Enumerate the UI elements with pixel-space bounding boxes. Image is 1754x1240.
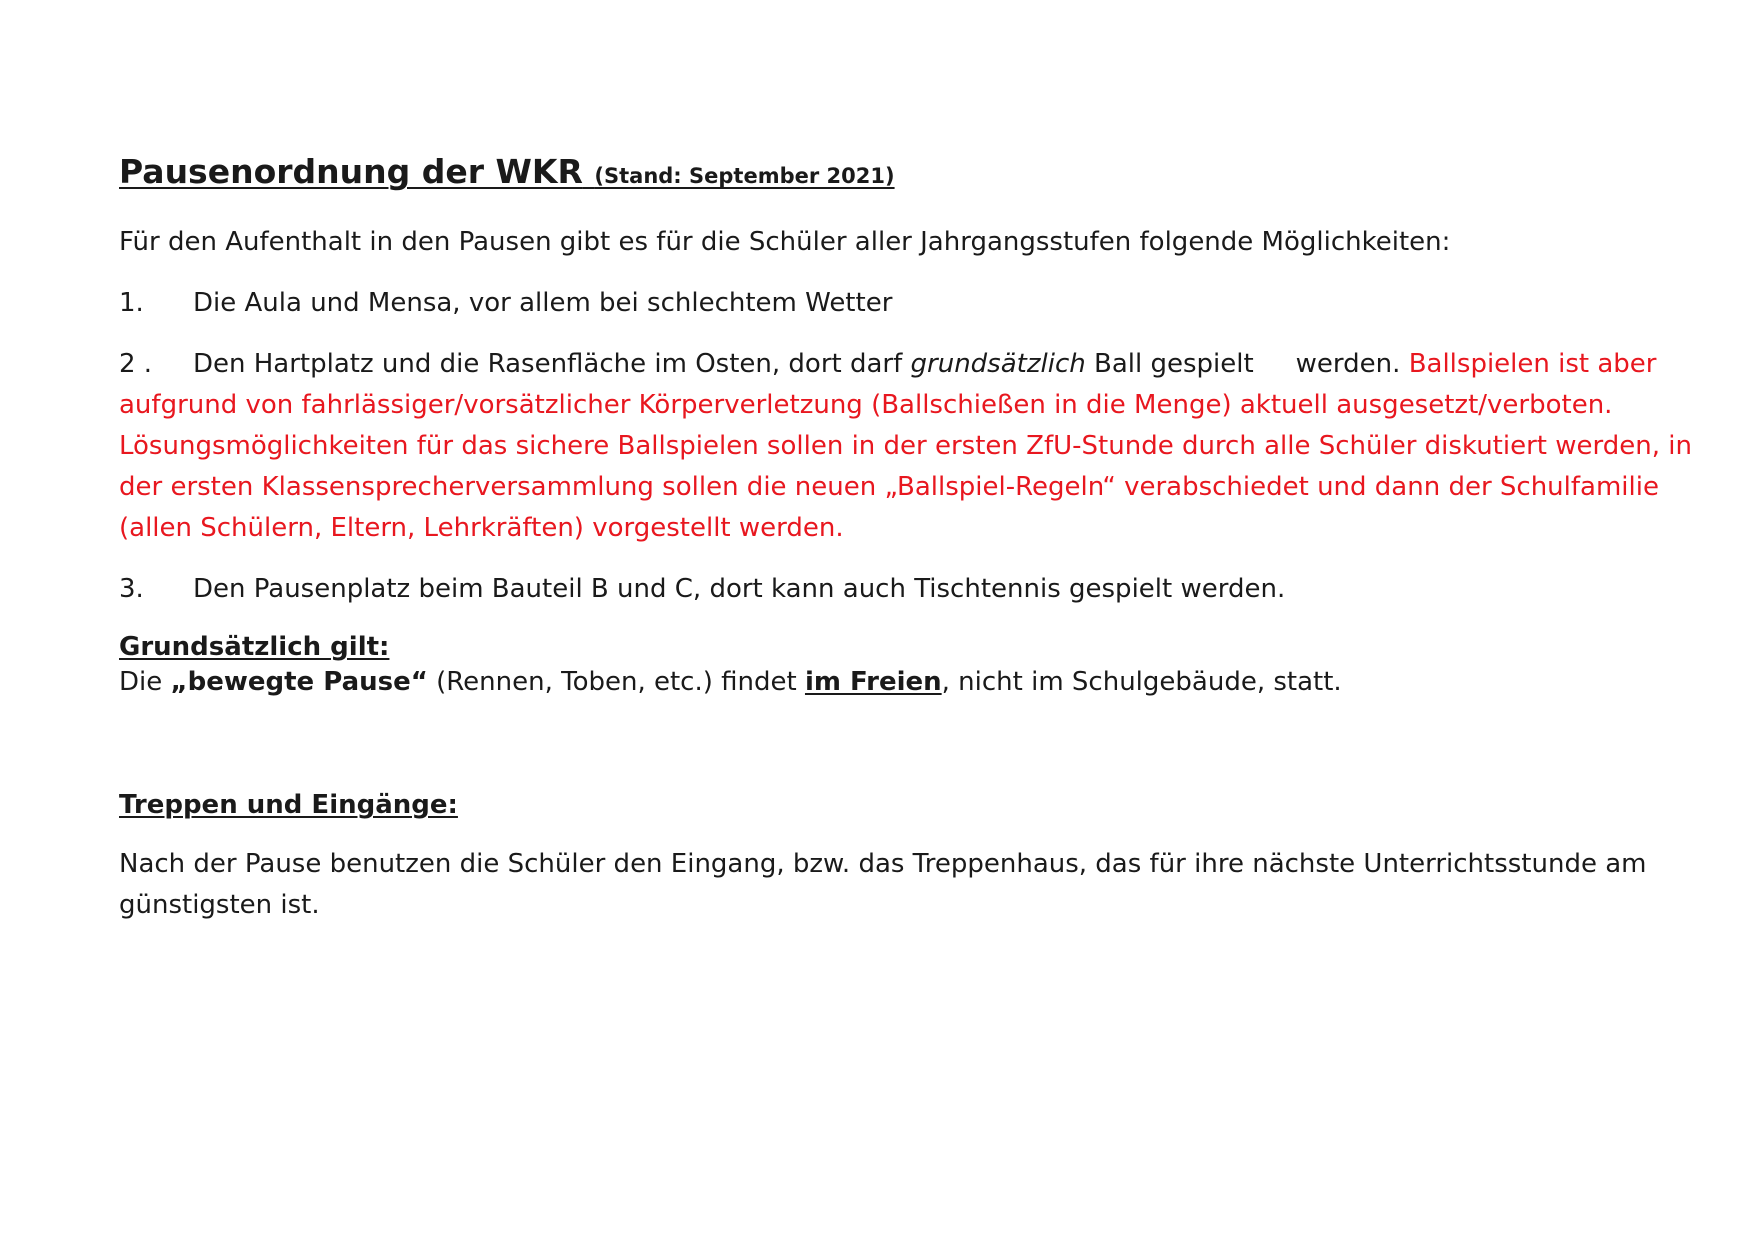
list-item-1: [119, 283, 1699, 324]
list-number: 1.: [119, 288, 144, 318]
intro-paragraph: Für den Aufenthalt in den Pausen gibt es für die Schüler aller Jahrgangsstufen folgende Möglichkeiten:: [119, 227, 1451, 257]
grundsatz-text-part: , nicht im Schulgebäude, statt.: [941, 667, 1342, 697]
list-number: 2 .: [119, 349, 153, 379]
grundsatz-section: [119, 630, 1699, 700]
grundsatz-bold-underline: im Freien: [804, 667, 942, 697]
treppen-text: Nach der Pause benutzen die Schüler den Eingang, bzw. das Treppenhaus, das für ihre nächste Unterrichtsstunde am günstigsten ist.: [119, 849, 1647, 920]
list-text-red-notice: Ballspielen ist aber aufgrund von fahrlässiger/vorsätzlicher Körperverletzung (Ballschießen in die Menge) aktuell ausgesetzt/verboten. Lösungsmöglichkeiten für das sichere Ballspielen sollen in der ersten ZfU-Stunde durch alle Schüler diskutiert werden, in der ersten Klassensprecherversammlung sollen die neuen „Ballspiel-Regeln“ verabschiedet und dann der Schulfamilie (allen Schülern, Eltern, Lehrkräften) vorgestellt werden.: [119, 349, 1692, 543]
treppen-heading: Treppen und Eingänge:: [119, 790, 458, 820]
document-page: [119, 150, 1699, 946]
title-main: Pausenordnung der WKR: [119, 152, 583, 191]
list-text: Den Pausenplatz beim Bauteil B und C, dort kann auch Tischtennis gespielt werden.: [193, 574, 1286, 604]
title-stand: (Stand: September 2021): [594, 164, 895, 188]
list-text-italic: grundsätzlich: [910, 349, 1086, 379]
list-item-2: [119, 344, 1699, 549]
grundsatz-heading: Grundsätzlich gilt:: [119, 632, 390, 662]
list-text: Die Aula und Mensa, vor allem bei schlechtem Wetter: [193, 288, 893, 318]
list-text-after: Ball gespielt: [1085, 349, 1254, 379]
treppen-section: [119, 788, 1699, 926]
list-text-before: Den Hartplatz und die Rasenfläche im Osten, dort darf: [193, 349, 911, 379]
grundsatz-text-part: (Rennen, Toben, etc.) findet: [427, 667, 805, 697]
document-title: [119, 150, 1699, 198]
list-text-after-gap: werden.: [1295, 349, 1409, 379]
grundsatz-text: [119, 664, 1699, 700]
list-number: 3.: [119, 574, 144, 604]
grundsatz-bold: „bewegte Pause“: [170, 667, 428, 697]
grundsatz-text-part: Die: [119, 667, 171, 697]
list-item-3: [119, 569, 1699, 610]
